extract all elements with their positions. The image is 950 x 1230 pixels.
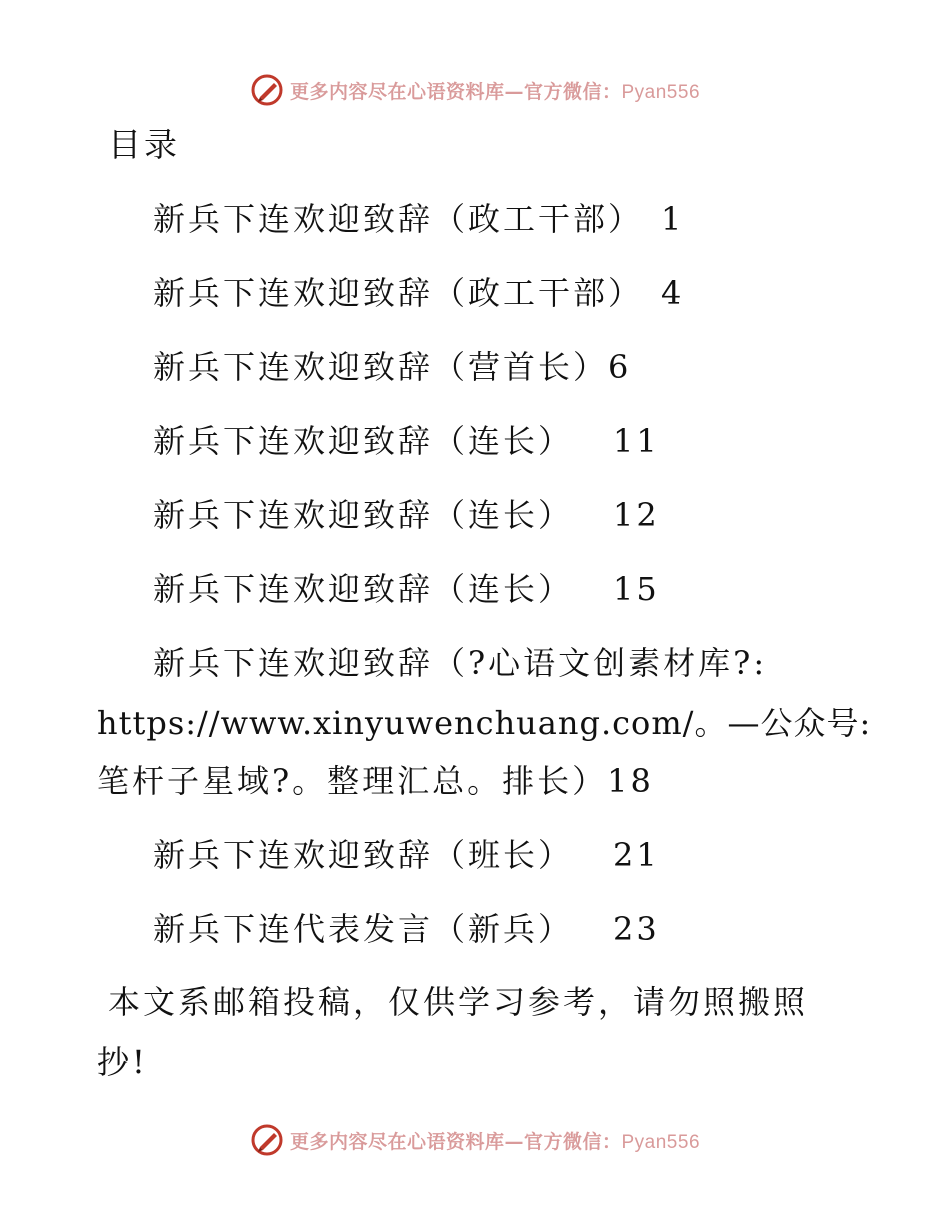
- toc-entry[interactable]: 新兵下连欢迎致辞（营首长）6: [153, 348, 632, 386]
- pen-logo-icon: [250, 1123, 284, 1157]
- notice-line1: 本文系邮箱投稿，仅供学习参考，请勿照搬照: [108, 983, 809, 1021]
- toc-entry[interactable]: 新兵下连欢迎致辞（连长） 15: [153, 570, 660, 608]
- banner-text: 更多内容尽在心语资料库—官方微信：Pyan556: [289, 1130, 701, 1153]
- toc-entry-multiline-line1[interactable]: 新兵下连欢迎致辞（?心语文创素材库?:: [153, 644, 768, 682]
- toc-entry[interactable]: 新兵下连欢迎致辞（政工干部） 4: [153, 274, 685, 312]
- toc-entry[interactable]: 新兵下连欢迎致辞（连长） 12: [153, 496, 660, 534]
- header-banner: [0, 70, 950, 110]
- toc-entry[interactable]: 新兵下连欢迎致辞（连长） 11: [153, 422, 660, 460]
- notice-line2: 抄!: [97, 1043, 148, 1081]
- toc-entry[interactable]: 新兵下连欢迎致辞（班长） 21: [153, 836, 660, 874]
- toc-entry-multiline-line2[interactable]: https://www.xinyuwenchuang.com/。—公众号:: [97, 704, 872, 742]
- footer-banner: [0, 1120, 950, 1160]
- toc-entry[interactable]: 新兵下连欢迎致辞（政工干部） 1: [153, 200, 685, 238]
- toc-entry[interactable]: 新兵下连代表发言（新兵） 23: [153, 910, 660, 948]
- banner-text: 更多内容尽在心语资料库—官方微信：Pyan556: [289, 80, 701, 103]
- pen-logo-icon: [250, 73, 284, 107]
- toc-title: 目录: [108, 125, 180, 164]
- toc-entry-multiline-line3[interactable]: 笔杆子星域?。整理汇总。排长）18: [97, 762, 654, 800]
